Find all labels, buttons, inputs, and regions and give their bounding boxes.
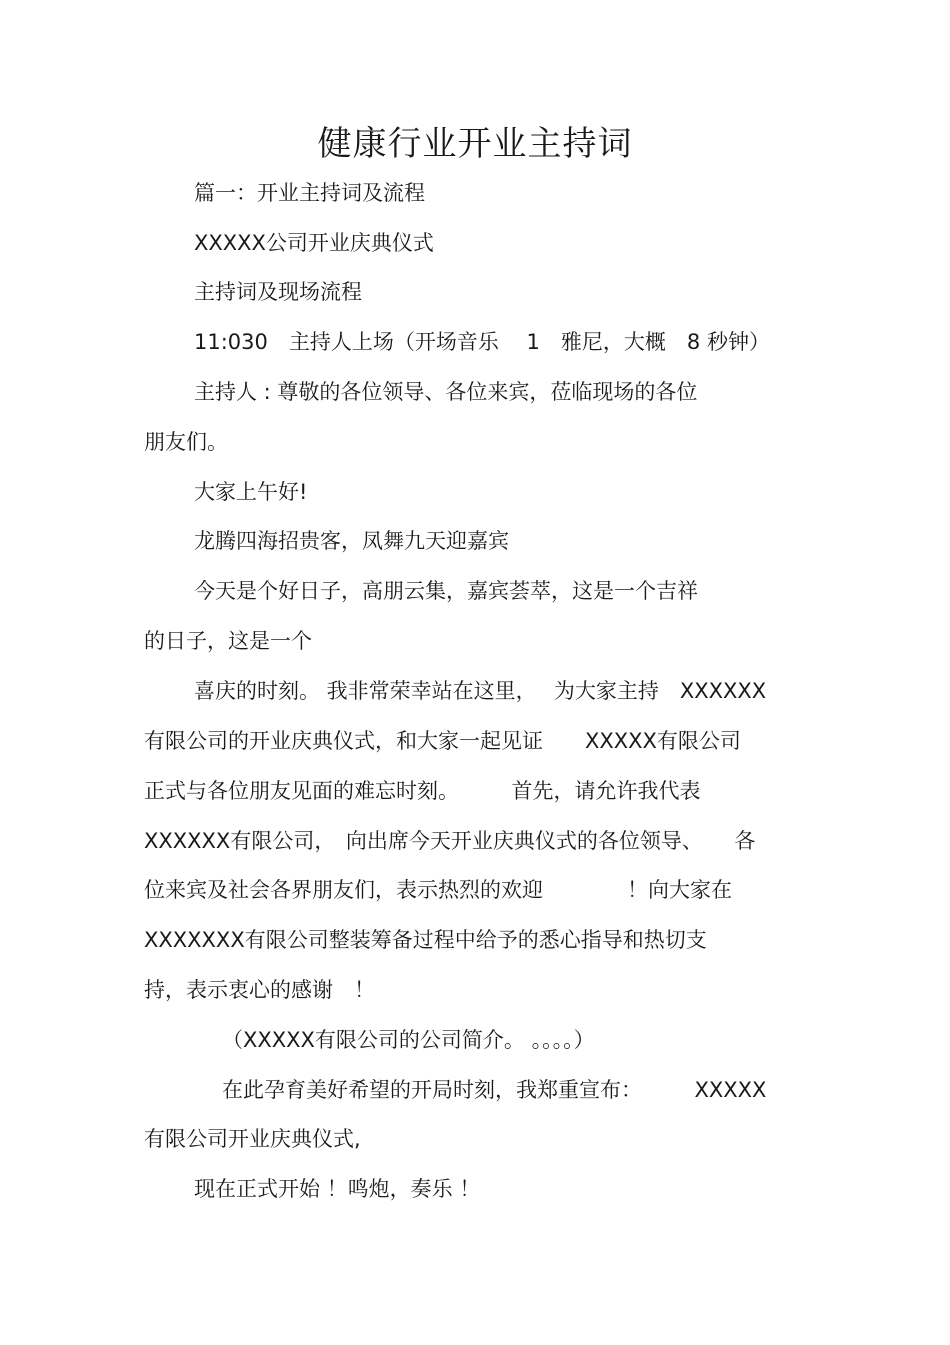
text-line: 喜庆的时刻。 我非常荣幸站在这里， 为大家主持 XXXXXX <box>194 679 767 703</box>
text-line: 在此孕育美好希望的开局时刻，我郑重宣布： XXXXX <box>222 1078 767 1102</box>
text-line: 有限公司的开业庆典仪式，和大家一起见证 XXXXX有限公司 <box>144 729 741 753</box>
text-line: 主持人 : 尊敬的各位领导、各位来宾，莅临现场的各位 <box>194 380 698 404</box>
text-line: XXXXXXX有限公司整装筹备过程中给予的悉心指导和热切支 <box>144 928 707 952</box>
text-line: XXXXXX有限公司， 向出席今天开业庆典仪式的各位领导、 各 <box>144 829 756 853</box>
text-line: （XXXXX有限公司的公司简介。 。。。。） <box>222 1028 595 1052</box>
text-line: 有限公司开业庆典仪式, <box>144 1127 361 1151</box>
document-title: 健康行业开业主持词 <box>317 124 633 164</box>
text-line: 篇一：开业主持词及流程 <box>194 181 425 205</box>
text-line: 位来宾及社会各界朋友们，表示热烈的欢迎 ！向大家在 <box>144 878 732 902</box>
text-line: 主持词及现场流程 <box>194 280 362 304</box>
text-line: 现在正式开始 ！鸣炮，奏乐 ！ <box>194 1177 481 1201</box>
text-line: 的日子，这是一个 <box>144 629 312 653</box>
text-line: 大家上午好! <box>194 480 308 504</box>
text-line: 正式与各位朋友见面的难忘时刻。 首先，请允许我代表 <box>144 779 701 803</box>
text-line: 11:030 主持人上场（开场音乐 1 雅尼，大概 8 秒钟） <box>194 330 770 354</box>
text-line: 龙腾四海招贵客，凤舞九天迎嘉宾 <box>194 529 509 553</box>
text-line: XXXXX公司开业庆典仪式 <box>194 231 434 255</box>
text-line: 持，表示衷心的感谢 ！ <box>144 978 375 1002</box>
text-line: 今天是个好日子，高朋云集，嘉宾荟萃，这是一个吉祥 <box>194 579 698 603</box>
text-line: 朋友们。 <box>144 430 228 454</box>
